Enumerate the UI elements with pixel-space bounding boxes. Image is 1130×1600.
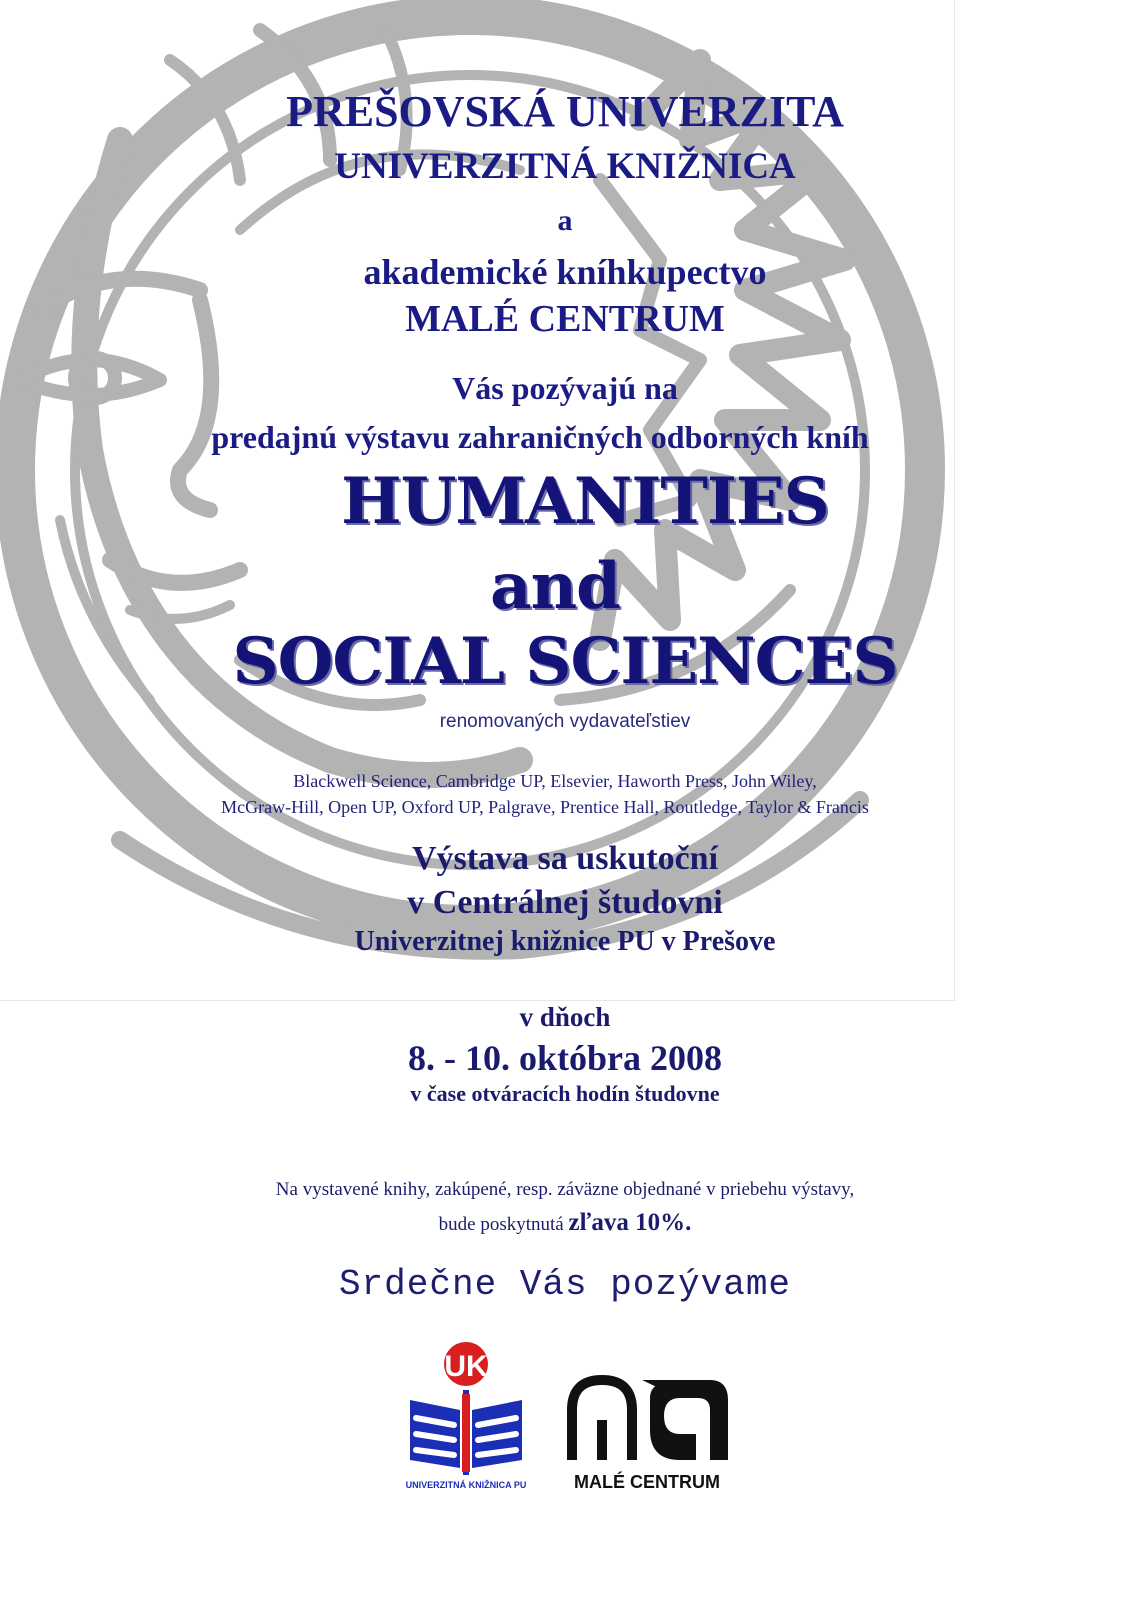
univerzitna-kniznica-logo [402, 1340, 530, 1492]
invitation-line2: predajnú výstavu zahraničných odborných kníh [211, 419, 869, 455]
background-bottom-edge [0, 1000, 955, 1001]
publishers-list-line2: McGraw-Hill, Open UP, Oxford UP, Palgrave, Prentice Hall, Routledge, Taylor & Francis [221, 797, 869, 817]
exhibition-title-line3: SOCIAL SCIENCES [232, 624, 898, 699]
closing-greeting: Srdečne Vás pozývame [338, 1264, 792, 1305]
exhibition-title-line2: and [490, 549, 620, 624]
publishers-intro: renomovaných vydavateľstiev [439, 711, 691, 732]
venue-line1: Výstava sa uskutoční [411, 840, 719, 877]
uk-logo-caption: UNIVERZITNÁ KNIŽNICA PU [405, 1480, 527, 1490]
discount-line2 [0, 1210, 1130, 1235]
discount-line1: Na vystavené knihy, zakúpené, resp. záväzne objednané v priebehu výstavy, [275, 1179, 855, 1200]
bookstore-line2: MALÉ CENTRUM [405, 298, 725, 340]
university-name: PREŠOVSKÁ UNIVERZITA [286, 87, 844, 136]
invitation-line1: Vás pozývajú na [452, 370, 678, 406]
dates-range: 8. - 10. októbra 2008 [408, 1038, 722, 1078]
discount-line2-prefix: bude poskytnutá [438, 1214, 569, 1235]
venue-line3: Univerzitnej knižnice PU v Prešove [354, 926, 776, 957]
conjunction-text: a [557, 204, 573, 237]
bookstore-line1: akademické kníhkupectvo [363, 252, 767, 292]
male-centrum-logo [560, 1370, 735, 1495]
exhibition-title-line1: HUMANITIES [341, 464, 829, 539]
dates-hours: v čase otváracích hodín študovne [410, 1081, 720, 1106]
dates-intro: v dňoch [519, 1002, 611, 1032]
publishers-list-line1: Blackwell Science, Cambridge UP, Elsevier, Haworth Press, John Wiley, [293, 771, 817, 791]
library-name: UNIVERZITNÁ KNIŽNICA [334, 146, 796, 187]
male-centrum-caption: MALÉ CENTRUM [574, 1472, 720, 1492]
discount-highlight: zľava 10%. [568, 1209, 692, 1236]
venue-line2: v Centrálnej študovni [407, 884, 723, 921]
uk-logo-mark: UK [444, 1350, 488, 1383]
